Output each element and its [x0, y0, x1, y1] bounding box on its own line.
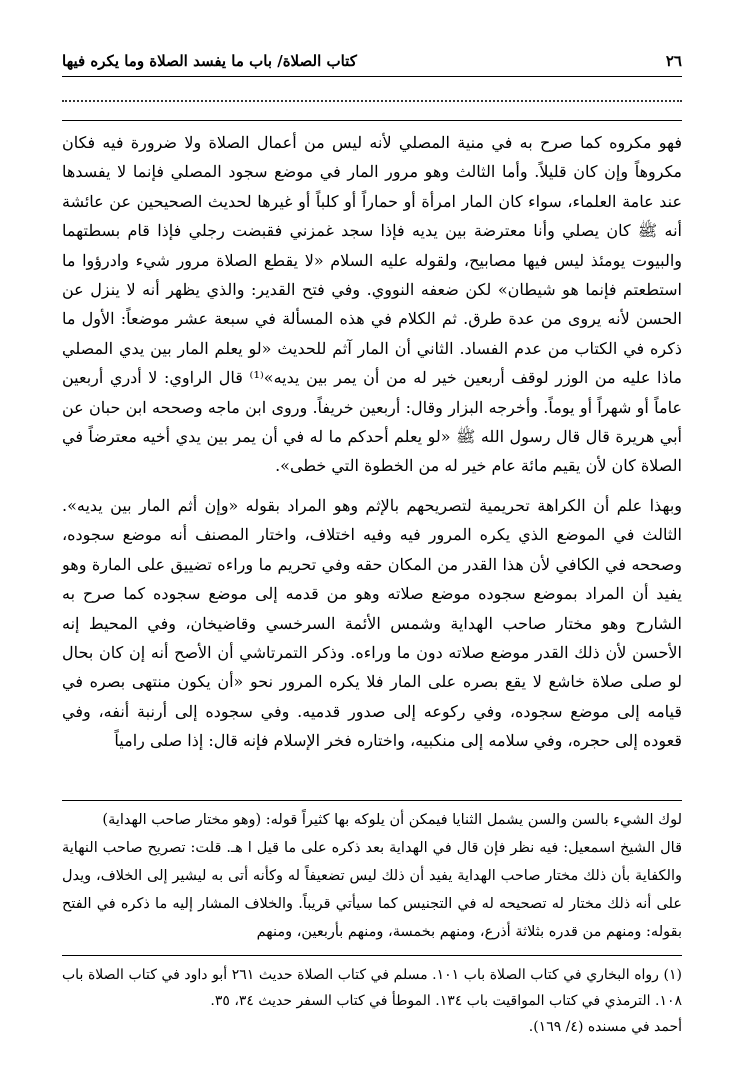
footnote-1: (١) رواه البخاري في كتاب الصلاة باب ١٠١. مسلم في كتاب الصلاة حديث ٢٦١ أبو داود في كتاب الصلاة باب ١٠٨. الترمذي في كتاب المواقيت باب ١٣٤. الموطأ في كتاب السفر حديث ٣٤، ٣٥.: [62, 967, 682, 1009]
main-paragraph-2: وبهذا علم أن الكراهة تحريمية لتصريحهم بالإثم وهو المراد بقوله «وإن أثم المار بين يديه». الثالث في الموضع الذي يكره المرور فيه وفيه اختلاف، واختار المصنف أنه موضع سجوده، وصححه في الكافي لأن هذا القدر من المكان حقه وفي تحريم ما وراءه تضييق على المارة وهو يفيد أن المراد بموضع سجوده موضع صلاته وهو من قدمه إلى موضع سجوده كما صرح به الشارح وهو مختار صاحب الهداية وشمس الأئمة السرخسي وقاضيخان، وفي المحيط إنه الأحسن لأن ذلك القدر موضع صلاته دون ما وراءه. وذكر التمرتاشي أن الأصح أنه إن كان بحال لو صلى صلاة خاشع لا يقع بصره على المار فلا يكره المرور نحو «أن يكون منتهى بصره في قيامه إلى موضع سجوده، وفي ركوعه إلى صدور قدميه. وفي سجوده إلى أرنبة أنفه، وفي قعوده إلى حجره، وفي سلامه إلى منكبيه، واختاره فخر الإسلام فإنه قال: إذا صلى رامياً: [62, 495, 683, 751]
page-number: ٢٦: [665, 52, 682, 70]
footnotes: [62, 962, 682, 1040]
main-text: [62, 128, 682, 756]
running-header: [62, 50, 682, 72]
section-rule: [62, 120, 682, 121]
footnote-1-continued: أحمد في مسنده (٤/ ١٦٩).: [528, 1019, 682, 1035]
footnote-rule: [62, 955, 682, 956]
header-rule: [62, 76, 682, 77]
book-page: [62, 40, 682, 1060]
main-paragraph-1: فهو مكروه كما صرح به في منية المصلي لأنه ليس من أعمال الصلاة ولا ضرورة فيه فكان مكروهاً وإن كان قليلاً. وأما الثالث وهو مرور المار في موضع سجود المصلي فإنما لا يفسدها عند عامة العلماء، سواء كان المار امرأة أو حماراً أو كلباً أو غيرها لحديث الصحيحين عن عائشة أنه ﷺ كان يصلي وأنا معترضة بين يديه فإذا سجد غمزني فقبضت رجلي فإذا قام بسطتهما والبيوت يومئذ ليس فيها مصابيح، ولقوله عليه السلام «لا يقطع الصلاة مرور شيء وادرؤوا ما استطعتم فإنما هو شيطان» لكن ضعفه النووي. وفي فتح القدير: والذي يظهر أنه لا ينزل عن الحسن لأنه يروى من عدة طرق. ثم الكلام في هذه المسألة في سبعة عشر موضعاً: الأول ما ذكره في الكتاب من عدم الفساد. الثاني أن المار آثم للحديث «لو يعلم المار بين يدي المصلي ماذا عليه من الوزر لوقف أربعين خير له من أن يمر بين يديه»⁽¹⁾ قال الراوي: لا أدري أربعين عاماً أو شهراً أو يوماً. وأخرجه البزار وقال: أربعين خريفاً. وروى ابن ماجه وصححه ابن حبان عن أبي هريرة قال قال رسول الله ﷺ «لو يعلم أحدكم ما له في أن يمر بين يدي أخيه معترضاً في الصلاة كان لأن يقيم مائة عام خير له من الخطوة التي خطى».: [62, 133, 683, 476]
commentary-line-1: لوك الشيء بالسن والسن يشمل الثنايا فيمكن أن يلوكه بها كثيراً قوله: (وهو مختار صاحب الهداية): [102, 812, 682, 828]
commentary-line-2: قال الشيخ اسمعيل: فيه نظر فإن قال في الهداية بعد ذكره على ما قيل ا هـ. قلت: تصريح صاحب النهاية والكفاية بأن ذلك مختار صاحب الهداية يفيد أن ذلك ليس تضعيفاً له وكأنه أتى به ليشير إلى الخلاف، ويدل على أنه ذلك مختار له تصحيحه له في التجنيس كما سيأتي قريباً. والخلاف المشار إليه ما ذكره في الفتح بقوله: ومنهم من قدره بثلاثة أذرع، ومنهم بخمسة، ومنهم بأربعين، ومنهم: [62, 840, 682, 940]
commentary-text: [62, 806, 682, 946]
commentary-rule: [62, 800, 682, 801]
chapter-title: كتاب الصلاة/ باب ما يفسد الصلاة وما يكره فيها: [62, 52, 357, 70]
dotted-separator: [62, 86, 682, 102]
